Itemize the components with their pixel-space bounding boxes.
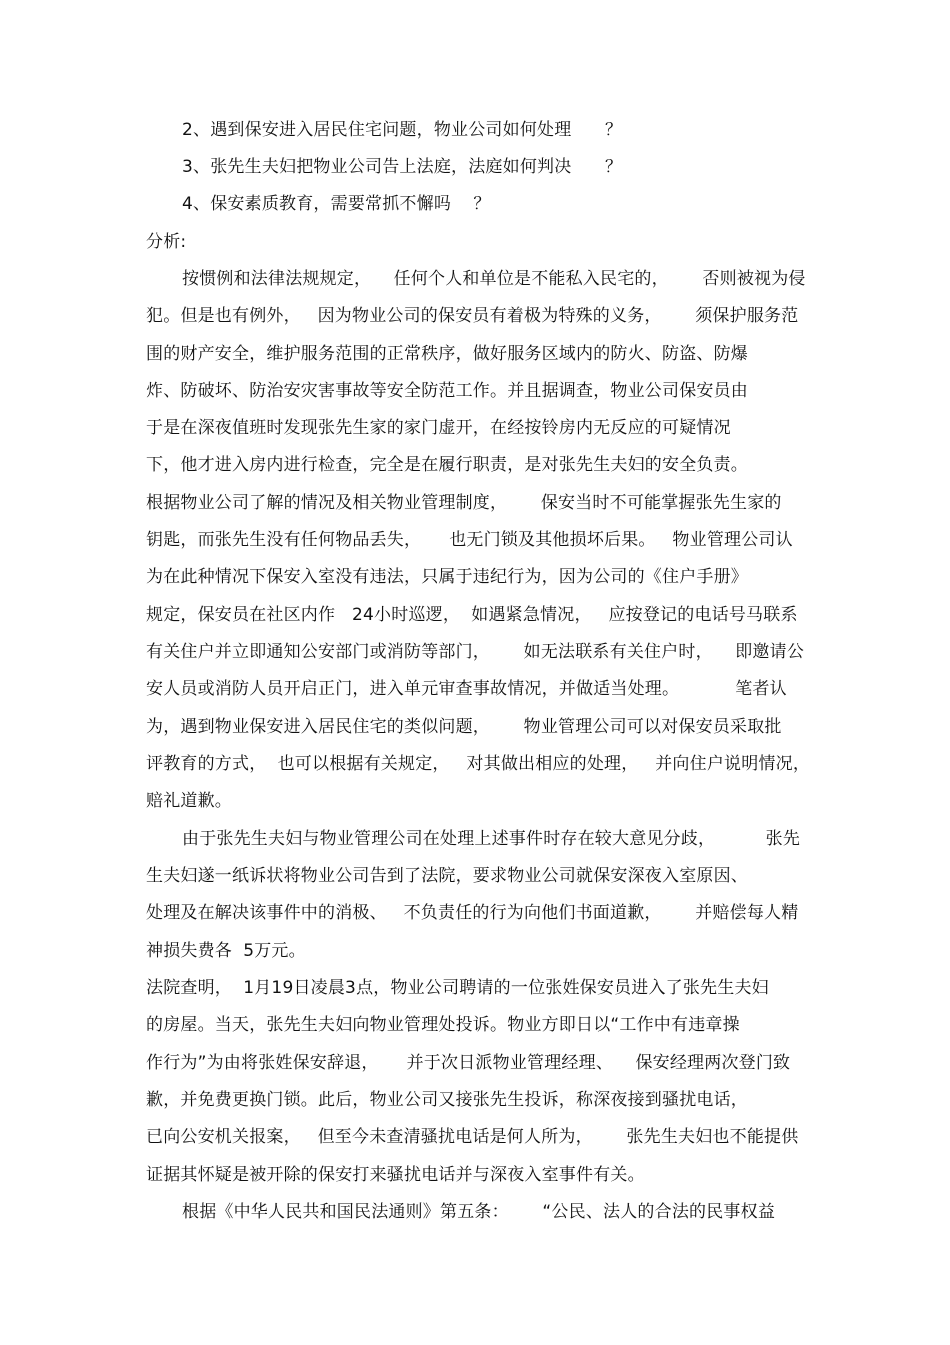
paragraph1-line: 按惯例和法律法规规定， 任何个人和单位是不能私入民宅的， 否则被视为侵 xyxy=(182,269,806,289)
paragraph1-line: 为，遇到物业保安进入居民住宅的类似问题， 物业管理公司可以对保安员采取批 xyxy=(146,717,782,737)
paragraph2-line: 由于张先生夫妇与物业管理公司在处理上述事件时存在较大意见分歧， 张先 xyxy=(182,829,801,849)
paragraph1-line: 于是在深夜值班时发现张先生家的家门虚开，在经按铃房内无反应的可疑情况 xyxy=(146,418,731,438)
paragraph3-line: 法院查明， 1月19日凌晨3点，物业公司聘请的一位张姓保安员进入了张先生夫妇 xyxy=(146,978,769,998)
paragraph1-line: 安人员或消防人员开启正门，进入单元审查事故情况，并做适当处理。 笔者认 xyxy=(146,679,787,699)
paragraph2-line: 处理及在解决该事件中的消极、 不负责任的行为向他们书面道歉， 并赔偿每人精 xyxy=(146,903,799,923)
paragraph1-line: 围的财产安全，维护服务范围的正常秩序，做好服务区域内的防火、防盗、防爆 xyxy=(146,344,748,364)
paragraph4-line: 根据《中华人民共和国民法通则》第五条： “公民、法人的合法的民事权益 xyxy=(182,1202,776,1222)
paragraph1-line: 犯。但是也有例外， 因为物业公司的保安员有着极为特殊的义务， 须保护服务范 xyxy=(146,306,799,326)
paragraph2-line: 神损失费各 5万元。 xyxy=(146,941,306,961)
paragraph3-line: 的房屋。当天，张先生夫妇向物业管理处投诉。物业方即日以“工作中有违章操 xyxy=(146,1015,740,1035)
paragraph2-line: 生夫妇遂一纸诉状将物业公司告到了法院，要求物业公司就保安深夜入室原因、 xyxy=(146,866,748,886)
paragraph1-line: 规定，保安员在社区内作 24小时巡逻， 如遇紧急情况， 应按登记的电话号马联系 xyxy=(146,605,798,625)
paragraph3-line: 歉，并免费更换门锁。此后，物业公司又接张先生投诉，称深夜接到骚扰电话， xyxy=(146,1090,748,1110)
question-4: 4、保安素质教育，需要常抓不懈吗 ？ xyxy=(182,194,491,214)
paragraph3-line: 作行为”为由将张姓保安辞退， 并于次日派物业管理经理、 保安经理两次登门致 xyxy=(146,1053,791,1073)
question-3: 3、张先生夫妇把物业公司告上法庭，法庭如何判决 ？ xyxy=(182,157,623,177)
paragraph1-line: 评教育的方式， 也可以根据有关规定， 对其做出相应的处理， 并向住户说明情况， xyxy=(146,754,811,774)
paragraph1-line: 炸、防破坏、防治安灾害事故等安全防范工作。并且据调查，物业公司保安员由 xyxy=(146,381,748,401)
analysis-heading: 分析: xyxy=(146,232,187,252)
paragraph1-line: 下，他才进入房内进行检查，完全是在履行职责，是对张先生夫妇的安全负责。 xyxy=(146,455,748,475)
question-2: 2、遇到保安进入居民住宅问题，物业公司如何处理 ？ xyxy=(182,120,623,140)
paragraph1-line: 为在此种情况下保安入室没有违法，只属于违纪行为，因为公司的《住户手册》 xyxy=(146,567,748,587)
paragraph3-line: 证据其怀疑是被开除的保安打来骚扰电话并与深夜入室事件有关。 xyxy=(146,1165,645,1185)
paragraph1-line: 有关住户并立即通知公安部门或消防等部门， 如无法联系有关住户时， 即邀请公 xyxy=(146,642,805,662)
paragraph1-line: 赔礼道歉。 xyxy=(146,791,232,811)
paragraph1-line: 根据物业公司了解的情况及相关物业管理制度， 保安当时不可能掌握张先生家的 xyxy=(146,493,782,513)
paragraph3-line: 已向公安机关报案， 但至今未查清骚扰电话是何人所为， 张先生夫妇也不能提供 xyxy=(146,1127,799,1147)
paragraph1-line: 钥匙，而张先生没有任何物品丢失， 也无门锁及其他损坏后果。 物业管理公司认 xyxy=(146,530,793,550)
